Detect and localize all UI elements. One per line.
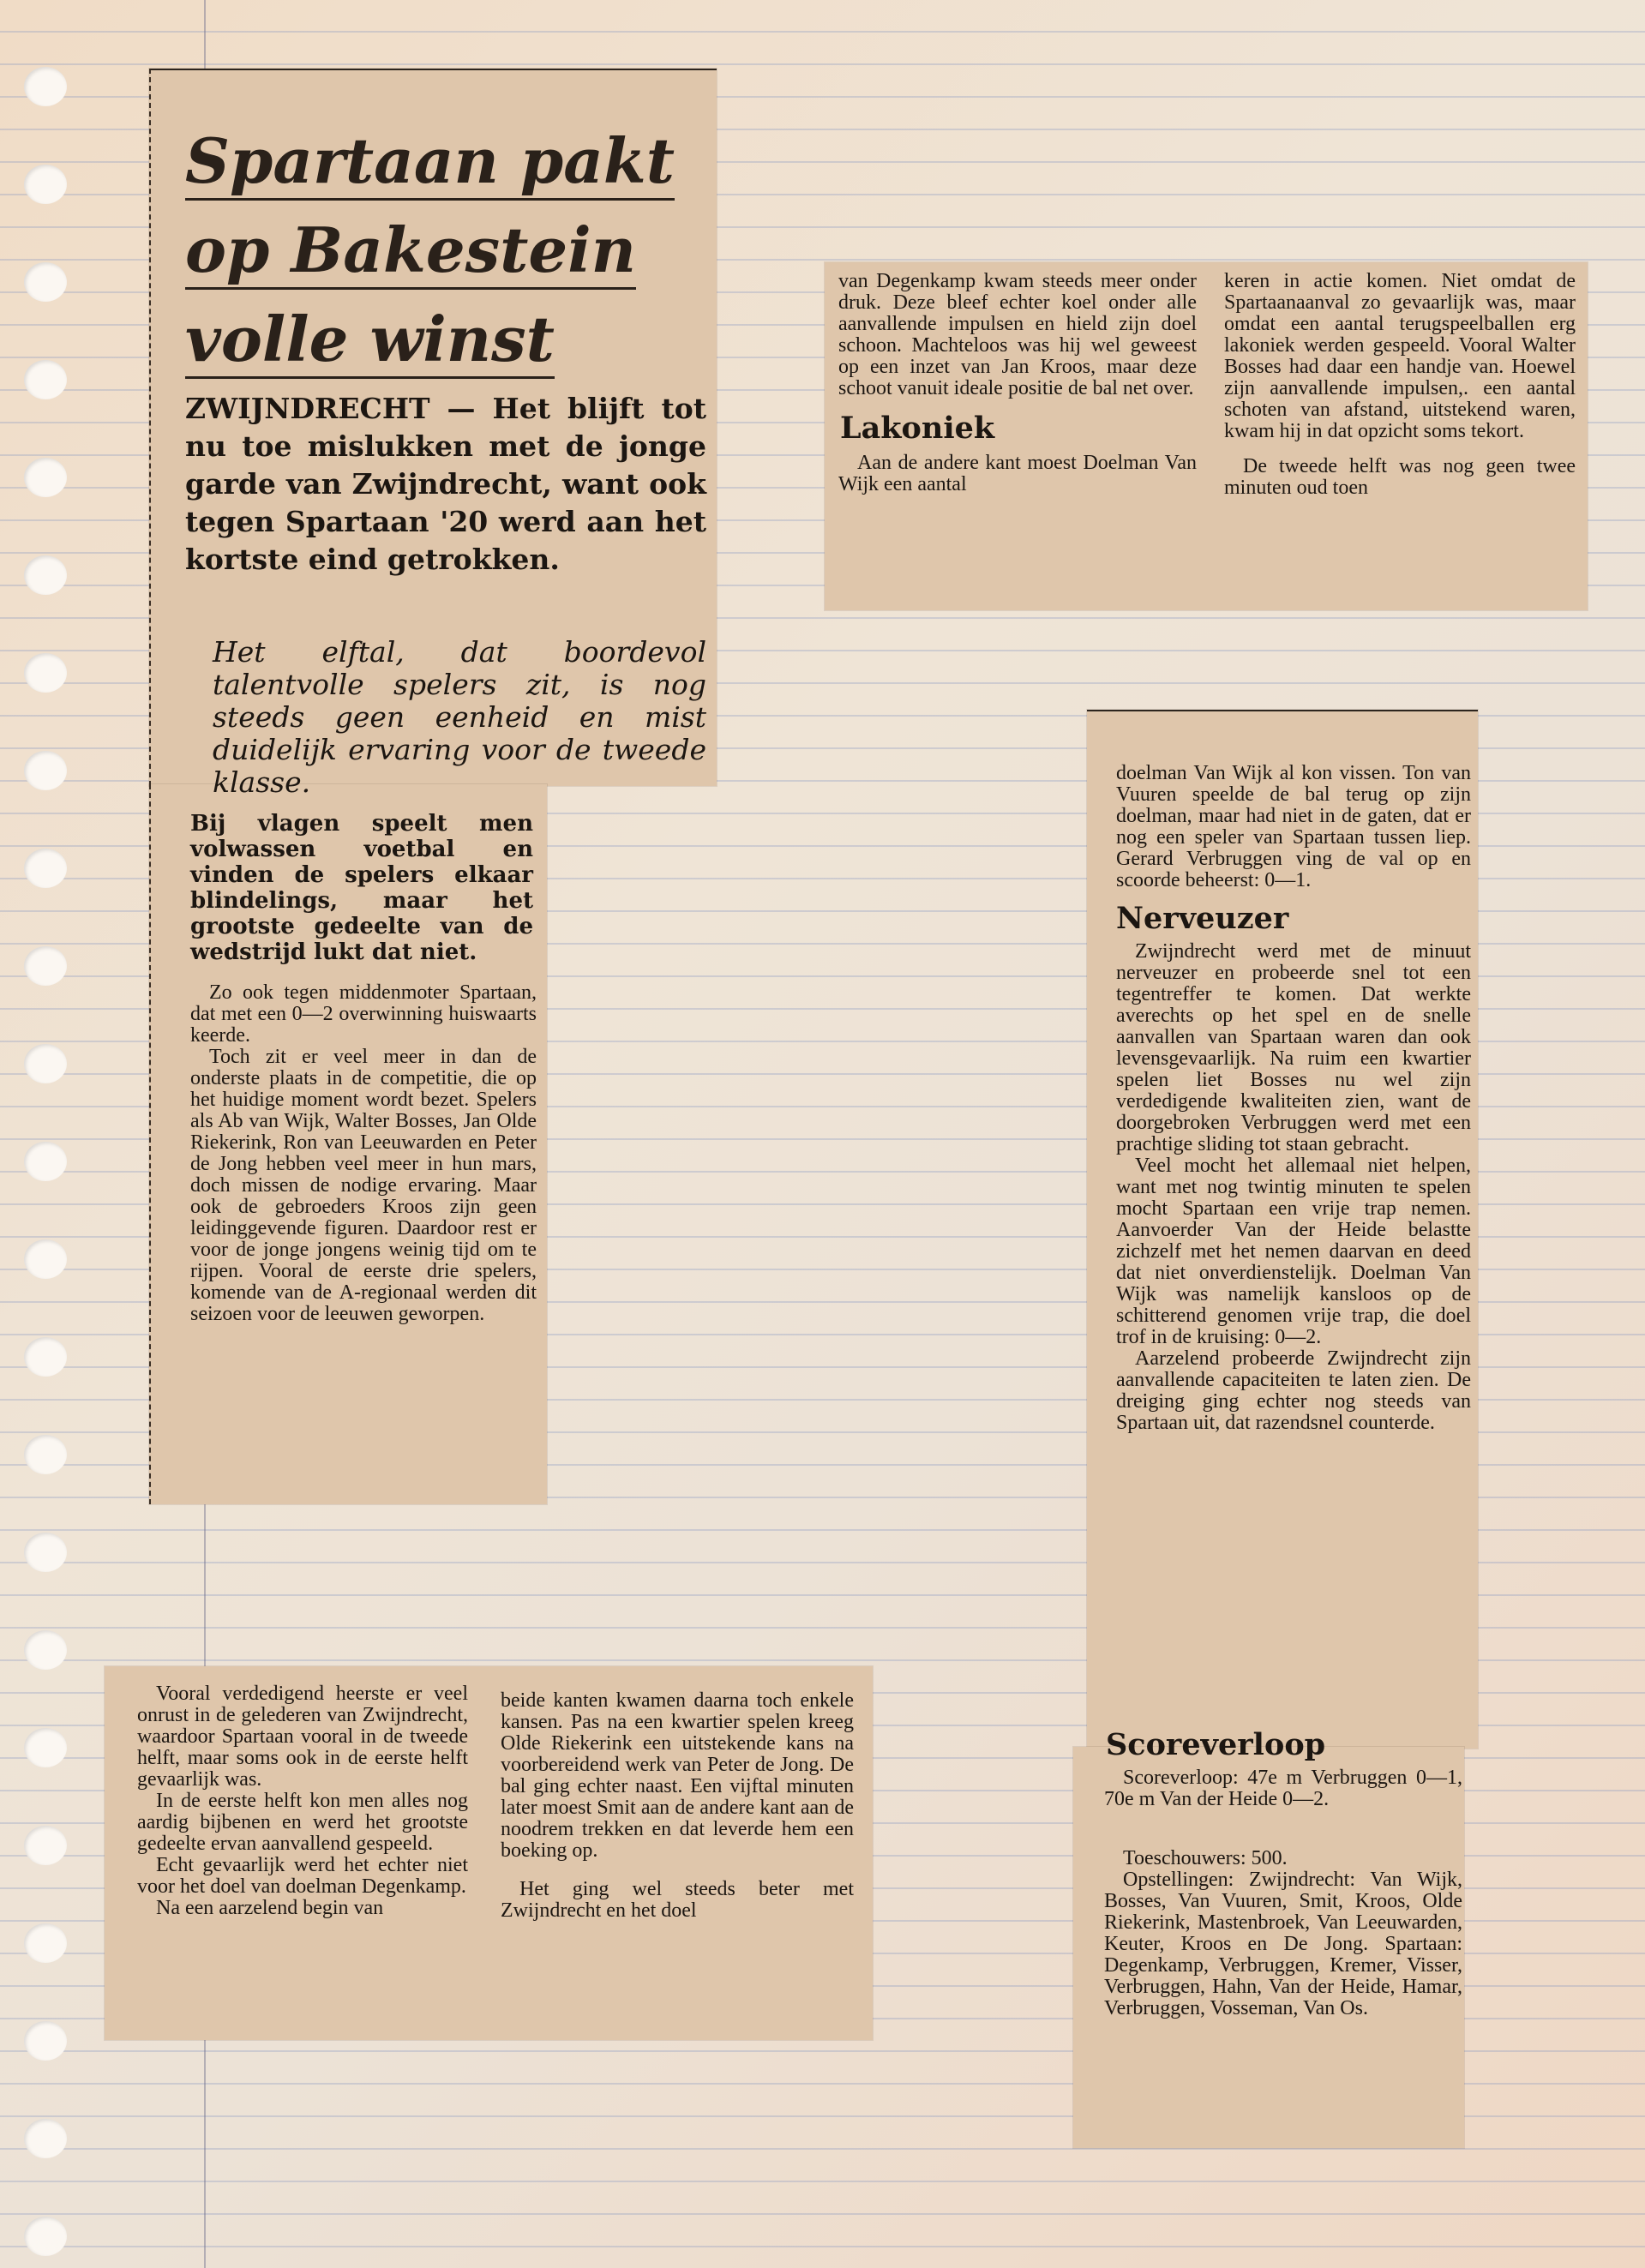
body-paragraph: van Degenkamp kwam steeds meer onder druk. Deze bleef echter koel onder alle aanvallende impulsen en hield zijn doel schoon. Machteloos was hij wel geweest op een inzet van Jan Kroos, maar deze schoot vanuit ideale positie de bal net over.	[838, 270, 1197, 399]
body-paragraph: Opstellingen: Zwijndrecht: Van Wijk, Bosses, Van Vuuren, Smit, Kroos, Olde Riekerink, Mastenbroek, Van Leeuwarden, Keuter, Kroos en De Jong. Spartaan: Degenkamp, Verbruggen, Kremer, Visser, Verbruggen, Hahn, Van der Heide, Hamar, Verbruggen, Vosseman, Van Os.	[1104, 1869, 1462, 2019]
punch-hole	[24, 2119, 67, 2158]
punch-hole	[24, 1239, 67, 1279]
body-paragraph: beide kanten kwamen daarna toch enkele kansen. Pas na een kwartier spelen kreeg Olde Riekerink een uitstekende kans na voorbereidend werk van Peter de Jong. De bal ging echter naast. Een vijftal minuten later moest Smit aan de andere kant aan de noodrem trekken en dat leverde hem een boeking op.	[501, 1689, 854, 1862]
article-headline	[185, 117, 708, 384]
bottom-left-col-2	[501, 1690, 854, 1922]
punch-hole	[24, 1044, 67, 1083]
punch-hole	[24, 2021, 67, 2061]
punch-hole	[24, 1337, 67, 1377]
bottom-left-col-1	[137, 1683, 468, 1919]
headline-line: op Bakestein	[185, 213, 636, 290]
punch-hole	[24, 849, 67, 888]
body-paragraph: Echt gevaarlijk werd het echter niet voor het doel van doelman Degenkamp.	[137, 1854, 468, 1898]
section-heading: Scoreverloop	[1106, 1727, 1326, 1762]
punch-hole	[24, 262, 67, 302]
punch-hole	[24, 946, 67, 986]
punch-hole	[24, 1728, 67, 1767]
body-paragraph: De tweede helft was nog geen twee minuten oud toen	[1224, 455, 1576, 499]
punch-hole	[24, 1435, 67, 1474]
body-paragraph: Scoreverloop: 47e m Verbruggen 0—1, 70e m Van der Heide 0—2.	[1104, 1767, 1462, 1810]
body-paragraph: keren in actie komen. Niet omdat de Spartaanaanval zo gevaarlijk was, maar omdat een aantal terugspeelballen erg lakoniek werden gespeeld. Vooral Walter Bosses had daar een handje van. Hoewel zijn aanvallende impulsen,. een aantal schoten van afstand, uitstekend waren, kwam hij in dat opzicht soms tekort.	[1224, 270, 1576, 442]
article-subhead: Het elftal, dat boordevol talentvolle spelers zit, is nog steeds geen eenheid en mist duidelijk ervaring voor de tweede klasse.	[213, 635, 706, 799]
punch-hole	[24, 555, 67, 595]
punch-hole	[24, 67, 67, 106]
body-paragraph: Toch zit er veel meer in dan de onderste plaats in de competitie, die op het huidige moment wordt bezet. Spelers als Ab van Wijk, Walter Bosses, Jan Olde Riekerink, Ron van Leeuwarden en Peter de Jong hebben veel meer in hun mars, doch missen de nodige ervaring. Maar ook de gebroeders Kroos zijn geen leidinggevende figuren. Daardoor rest er voor de jonge jongens weinig tijd om te rijpen. Vooral de eerste drie spelers, komende van de A-regionaal werden dit seizoen voor de leeuwen geworpen.	[190, 1046, 537, 1325]
right-column-top	[1116, 763, 1471, 1434]
punch-hole	[24, 2217, 67, 2256]
body-paragraph: In de eerste helft kon men alles nog aardig bijbenen en werd het grootste gedeelte ervan aanvallend gespeeld.	[137, 1790, 468, 1855]
punch-hole	[24, 1923, 67, 1963]
section-heading: Nerveuzer	[1116, 901, 1289, 936]
right-column-bottom	[1104, 1726, 1462, 2019]
headline-line: Spartaan pakt	[185, 124, 675, 201]
body-paragraph: Zo ook tegen middenmoter Spartaan, dat met een 0—2 overwinning huiswaarts keerde.	[190, 981, 537, 1047]
body-paragraph: doelman Van Wijk al kon vissen. Ton van Vuuren speelde de bal terug op zijn doelman, maar had niet in de gaten, dat er nog een speler van Spartaan tussen liep. Gerard Verbruggen ving de val op en scoorde beheerst: 0—1.	[1116, 762, 1471, 891]
bold-intro-paragraph: Bij vlagen speelt men volwassen voetbal en vinden de spelers elkaar blindelings, maar het grootste gedeelte van de wedstrijd lukt dat niet.	[190, 811, 533, 965]
top-right-col-1	[838, 271, 1197, 495]
punch-hole	[24, 458, 67, 497]
body-paragraph: Na een aarzelend begin van	[156, 1897, 384, 1919]
section-heading: Lakoniek	[840, 411, 995, 446]
punch-hole	[24, 1826, 67, 1865]
body-paragraph: Het ging wel steeds beter met Zwijndrecht en het doel	[501, 1878, 854, 1922]
punch-hole	[24, 653, 67, 693]
punch-hole	[24, 165, 67, 204]
main-body	[190, 982, 537, 1325]
punch-hole	[24, 751, 67, 790]
punch-hole	[24, 1533, 67, 1572]
body-paragraph: Aarzelend probeerde Zwijndrecht zijn aanvallende capaciteiten te laten zien. De dreiging ging echter nog steeds van Spartaan uit, dat razendsnel counterde.	[1116, 1347, 1471, 1434]
top-right-col-2	[1224, 271, 1576, 499]
punch-hole	[24, 360, 67, 399]
headline-line: volle winst	[185, 303, 555, 379]
body-paragraph: Toeschouwers: 500.	[1123, 1847, 1288, 1869]
body-paragraph: Zwijndrecht werd met de minuut nerveuzer en probeerde snel tot een tegentreffer te komen. Dat werkte averechts op het spel en de snelle aanvallen van Spartaan waren dan ook levensgevaarlijk. Na ruim een kwartier spelen liet Bosses nu wel zijn verdedigende kwaliteiten zien, want de doorgebroken Verbruggen werd met een prachtige sliding tot staan gebracht.	[1116, 940, 1471, 1155]
body-paragraph: Vooral verdedigend heerste er veel onrust in de gelederen van Zwijndrecht, waardoor Spartaan vooral in de tweede helft, maar soms ook in de eerste helft gevaarlijk was.	[137, 1683, 468, 1791]
punch-hole	[24, 1142, 67, 1181]
body-paragraph: Veel mocht het allemaal niet helpen, want met nog twintig minuten te spelen mocht Spartaan een vrije trap nemen. Aanvoerder Van der Heide belastte zichzelf met het nemen daarvan en deed dat niet onverdienstelijk. Doelman Van Wijk was namelijk kansloos op de schitterend genomen vrije trap, die doel trof in de kruising: 0—2.	[1116, 1155, 1471, 1348]
punch-hole	[24, 1630, 67, 1670]
article-lead: ZWIJNDRECHT — Het blijft tot nu toe mislukken met de jonge garde van Zwijndrecht, want ook tegen Spartaan '20 werd aan het kortste eind getrokken.	[185, 392, 706, 576]
body-paragraph: Aan de andere kant moest Doelman Van Wijk een aantal	[838, 452, 1197, 495]
